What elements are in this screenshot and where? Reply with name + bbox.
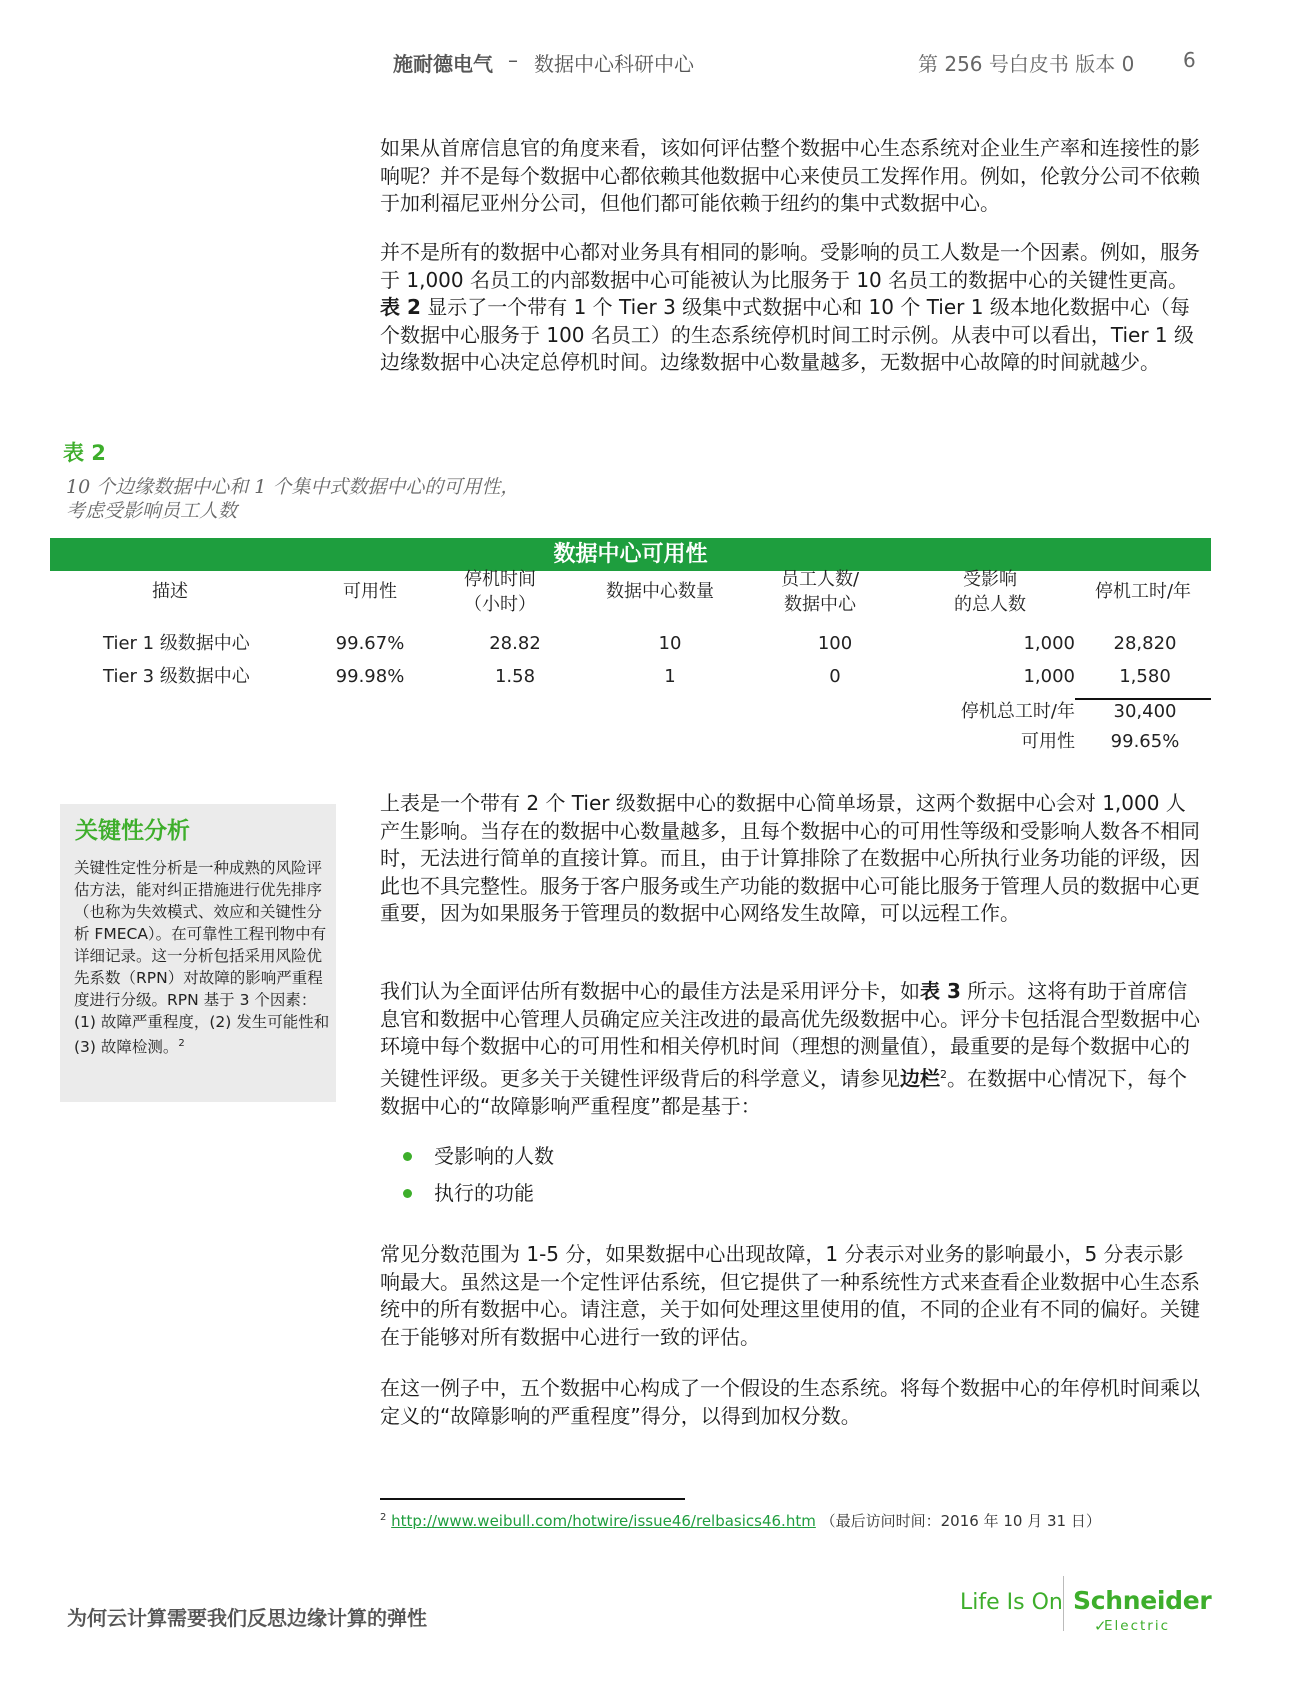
table-caption-line-1: 10 个边缘数据中心和 1 个集中式数据中心的可用性，	[66, 476, 520, 498]
table-banner: 数据中心可用性	[50, 538, 1211, 571]
sidebar-body-text: 关键性定性分析是一种成熟的风险评估方法，能对纠正措施进行优先排序（也称为失效模式、效应和关键性分析 FMECA）。在可靠性工程刊物中有详细记录。这一分析包括采用风险优先系数（RPN）对故障的影响严重程度进行分级。RPN 基于 3 个因素：(1) 故障严重程度，(2) 发生可能性和 (3) 故障检测。	[74, 859, 330, 1057]
col-header-affected-line-2: 的总人数	[954, 594, 1026, 615]
table-row-1-dc-count: 10	[658, 633, 682, 654]
col-header-downtime-line-1: 停机时间	[464, 569, 536, 590]
header-department: 数据中心科研中心	[534, 52, 694, 76]
table-row-2-manhours: 1,580	[1119, 666, 1171, 687]
table-row-1-employees: 100	[817, 633, 853, 654]
footnote-rule	[380, 1498, 685, 1500]
col-header-employees-line-2: 数据中心	[784, 594, 856, 615]
life-is-on-logo: Life Is On	[960, 1590, 1063, 1615]
bullet-item-1: 受影响的人数	[434, 1144, 554, 1168]
table-3-reference: 表 3	[920, 979, 961, 1003]
intro-paragraph-1-text: 如果从首席信息官的角度来看，该如何评估整个数据中心生态系统对企业生产率和连接性的影响呢？并不是每个数据中心都依赖其他数据中心来使员工发挥作用。例如，伦敦分公司不依赖于加利福尼亚州分公司，但他们都可能依赖于纽约的集中式数据中心。	[380, 136, 1200, 215]
body-paragraph-3	[380, 790, 1202, 928]
footnote-note: （最后访问时间：2016 年 10 月 31 日）	[820, 1512, 1101, 1530]
body-paragraph-4-text-a: 我们认为全面评估所有数据中心的最佳方法是采用评分卡，如	[380, 979, 920, 1003]
sidebar-footnote-sup: 2	[940, 1067, 947, 1081]
col-header-employees	[760, 567, 880, 617]
table-2-reference: 表 2	[380, 295, 421, 319]
table-row-1-manhours: 28,820	[1113, 633, 1177, 654]
table-row-2-affected: 1,000	[1023, 666, 1075, 687]
header-separator: –	[508, 48, 518, 72]
table-row-1-downtime: 28.82	[489, 633, 541, 654]
table-row-2-dc-count: 1	[664, 666, 676, 687]
body-paragraph-5	[380, 1241, 1202, 1351]
sidebar-footnote-ref: 2	[178, 1038, 185, 1049]
header-paper-info: 第 256 号白皮书 版本 0	[918, 52, 1135, 76]
col-header-affected	[925, 567, 1055, 617]
body-paragraph-4	[380, 978, 1202, 1120]
intro-paragraph-2-text-a: 并不是所有的数据中心都对业务具有相同的影响。受影响的员工人数是一个因素。例如，服务于 1,000 名员工的内部数据中心可能被认为比服务于 10 名员工的数据中心的关键性更高。	[380, 240, 1200, 292]
page-header	[0, 0, 1300, 90]
col-header-employees-line-1: 员工人数/	[780, 569, 860, 590]
col-header-affected-line-1: 受影响	[963, 569, 1017, 590]
table-row-1-affected: 1,000	[1023, 633, 1075, 654]
page-number: 6	[1183, 48, 1196, 72]
col-header-downtime	[440, 567, 560, 617]
total-availability-value: 99.65%	[1110, 731, 1180, 752]
body-paragraph-5-text: 常见分数范围为 1-5 分，如果数据中心出现故障，1 分表示对业务的影响最小，5 分表示影响最大。虽然这是一个定性评估系统，但它提供了一种系统性方式来查看企业数据中心生态系统中的所有数据中心。请注意，关于如何处理这里使用的值，不同的企业有不同的偏好。关键在于能够对所有数据中心进行一致的评估。	[380, 1242, 1200, 1349]
table-row-2-availability: 99.98%	[335, 666, 405, 687]
total-manhours-label: 停机总工时/年	[960, 701, 1075, 722]
table-row-1-desc: Tier 1 级数据中心	[103, 633, 250, 654]
col-header-availability: 可用性	[343, 581, 397, 602]
footer-title: 为何云计算需要我们反思边缘计算的弹性	[67, 1606, 427, 1630]
table-caption	[66, 475, 626, 523]
bullet-dot	[403, 1189, 412, 1198]
table-row-2-downtime: 1.58	[494, 666, 536, 687]
total-availability-label: 可用性	[1021, 731, 1075, 752]
table-row-2-employees: 0	[829, 666, 841, 687]
sidebar-reference: 边栏	[900, 1066, 940, 1091]
intro-paragraph-2-text-b: 显示了一个带有 1 个 Tier 3 级集中式数据中心和 10 个 Tier 1 级本地化数据中心（每个数据中心服务于 100 名员工）的生态系统停机时间工时示例。从表中可以看出，Tier 1 级边缘数据中心决定总停机时间。边缘数据中心数量越多，无数据中心故障的时间就越少。	[380, 295, 1195, 374]
col-header-downtime-line-2: （小时）	[464, 594, 536, 615]
footnote-link[interactable]: http://www.weibull.com/hotwire/issue46/relbasics46.htm	[391, 1512, 816, 1530]
header-company: 施耐德电气	[393, 52, 493, 76]
table-caption-line-2: 考虑受影响员工人数	[66, 500, 238, 522]
body-paragraph-3-text: 上表是一个带有 2 个 Tier 级数据中心的数据中心简单场景，这两个数据中心会对 1,000 人产生影响。当存在的数据中心数量越多，且每个数据中心的可用性等级和受影响人数各不相同时，无法进行简单的直接计算。而且，由于计算排除了在数据中心所执行业务功能的评级，因此也不具完整性。服务于客户服务或生产功能的数据中心可能比服务于管理人员的数据中心更重要，因为如果服务于管理员的数据中心网络发生故障，可以远程工作。	[380, 791, 1200, 925]
sidebar-body	[74, 857, 332, 1058]
intro-paragraph-1	[380, 135, 1202, 218]
sidebar-title: 关键性分析	[75, 818, 190, 844]
schneider-mark-icon: ✓	[1094, 1617, 1107, 1635]
body-paragraph-4-text-c: 。在数据中心情况下，每个数据中心的“故障影响严重程度”都是基于：	[380, 1066, 1187, 1118]
intro-paragraph-2	[380, 239, 1202, 377]
col-header-desc: 描述	[152, 581, 188, 602]
bullet-item-2: 执行的功能	[434, 1181, 534, 1205]
schneider-logo-sub: Electric	[1104, 1618, 1171, 1634]
table-row-1-availability: 99.67%	[335, 633, 405, 654]
bullet-dot	[403, 1152, 412, 1161]
schneider-logo: Schneider	[1073, 1586, 1212, 1615]
footnote	[380, 1510, 1101, 1531]
body-paragraph-4-text-b: 所示。这将有助于首席信息官和数据中心管理人员确定应关注改进的最高优先级数据中心。评分卡包括混合型数据中心环境中每个数据中心的可用性和相关停机时间（理想的测量值），最重要的是每个数据中心的关键性评级。更多关于关键性评级背后的科学意义，请参见	[380, 979, 1200, 1091]
footnote-number: 2	[380, 1512, 387, 1523]
col-header-dc-count: 数据中心数量	[606, 581, 714, 602]
table-row-2-desc: Tier 3 级数据中心	[103, 666, 250, 687]
footer-divider	[1063, 1576, 1064, 1631]
body-paragraph-6-text: 在这一例子中，五个数据中心构成了一个假设的生态系统。将每个数据中心的年停机时间乘以定义的“故障影响的严重程度”得分，以得到加权分数。	[380, 1376, 1200, 1428]
total-manhours-value: 30,400	[1113, 701, 1177, 722]
table-label: 表 2	[63, 441, 106, 465]
body-paragraph-6	[380, 1375, 1202, 1430]
col-header-manhours: 停机工时/年	[1094, 581, 1192, 602]
